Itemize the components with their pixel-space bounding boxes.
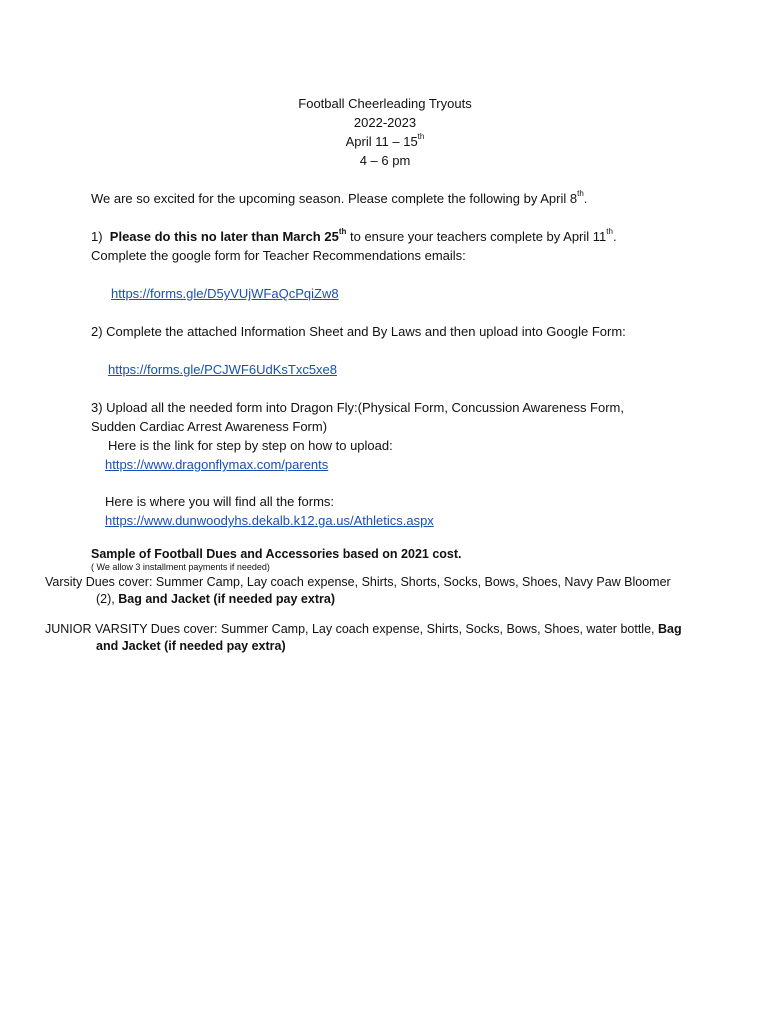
jv-dues-plain: JUNIOR VARSITY Dues cover: Summer Camp, Lay coach expense, Shirts, Socks, Bows, Shoes, water bottle, (45, 622, 658, 636)
step1-line2: Complete the google form for Teacher Recommendations emails: (91, 248, 466, 263)
step1-bold: Please do this no later than March 25 (109, 229, 339, 244)
jv-dues-bold: Bag (657, 622, 682, 636)
step1-rest-sup: th (606, 226, 613, 236)
step3-line2: Sudden Cardiac Arrest Awareness Form) (91, 419, 328, 434)
step3-line1: 3) Upload all the needed form into Dragon Fly:(Physical Form, Concussion Awareness Form, (91, 400, 624, 415)
tryout-dates-sup: th (417, 131, 425, 141)
varsity-dues-plain: (2), (96, 592, 119, 606)
tryout-time: 4 – 6 pm (359, 153, 411, 168)
step1-line1 (91, 227, 617, 246)
step1-num: 1) (91, 229, 103, 244)
season-years: 2022-2023 (353, 115, 417, 130)
step3-line4: Here is where you will find all the forms: (105, 494, 335, 509)
step2-text: 2) Complete the attached Information Sheet and By Laws and then upload into Google Form: (91, 324, 626, 339)
step1-rest-end: . (612, 229, 617, 244)
intro-end: . (583, 191, 588, 206)
intro-main: We are so excited for the upcoming season. Please complete the following by April 8 (91, 191, 578, 206)
intro-text (91, 189, 587, 208)
doc-title: Football Cheerleading Tryouts (298, 96, 472, 111)
teacher-rec-form-link[interactable]: https://forms.gle/D5yVUjWFaQcPqiZw8 (111, 286, 339, 301)
jv-dues-line2: and Jacket (if needed pay extra) (96, 639, 286, 653)
athletics-forms-link[interactable]: https://www.dunwoodyhs.dekalb.k12.ga.us/Athletics.aspx (105, 513, 434, 528)
step3-line3: Here is the link for step by step on how to upload: (108, 438, 393, 453)
intro-sup: th (577, 188, 584, 198)
dues-heading: Sample of Football Dues and Accessories based on 2021 cost. (91, 547, 462, 561)
jv-dues-line1 (45, 620, 682, 638)
varsity-dues-bold: Bag and Jacket (if needed pay extra) (118, 592, 335, 606)
varsity-dues-line1: Varsity Dues cover: Summer Camp, Lay coach expense, Shirts, Shorts, Socks, Bows, Shoes, Navy Paw Bloomer (45, 575, 671, 589)
step1-bold-sup: th (338, 226, 347, 236)
step1-rest: to ensure your teachers complete by April 11 (346, 229, 607, 244)
tryout-dates (0, 132, 770, 151)
installment-note: ( We allow 3 installment payments if needed) (91, 562, 270, 572)
varsity-dues-line2 (96, 590, 335, 608)
info-sheet-form-link[interactable]: https://forms.gle/PCJWF6UdKsTxc5xe8 (108, 362, 338, 377)
tryout-dates-text: April 11 – 15 (345, 134, 418, 149)
dragonfly-link[interactable]: https://www.dragonflymax.com/parents (105, 457, 329, 472)
